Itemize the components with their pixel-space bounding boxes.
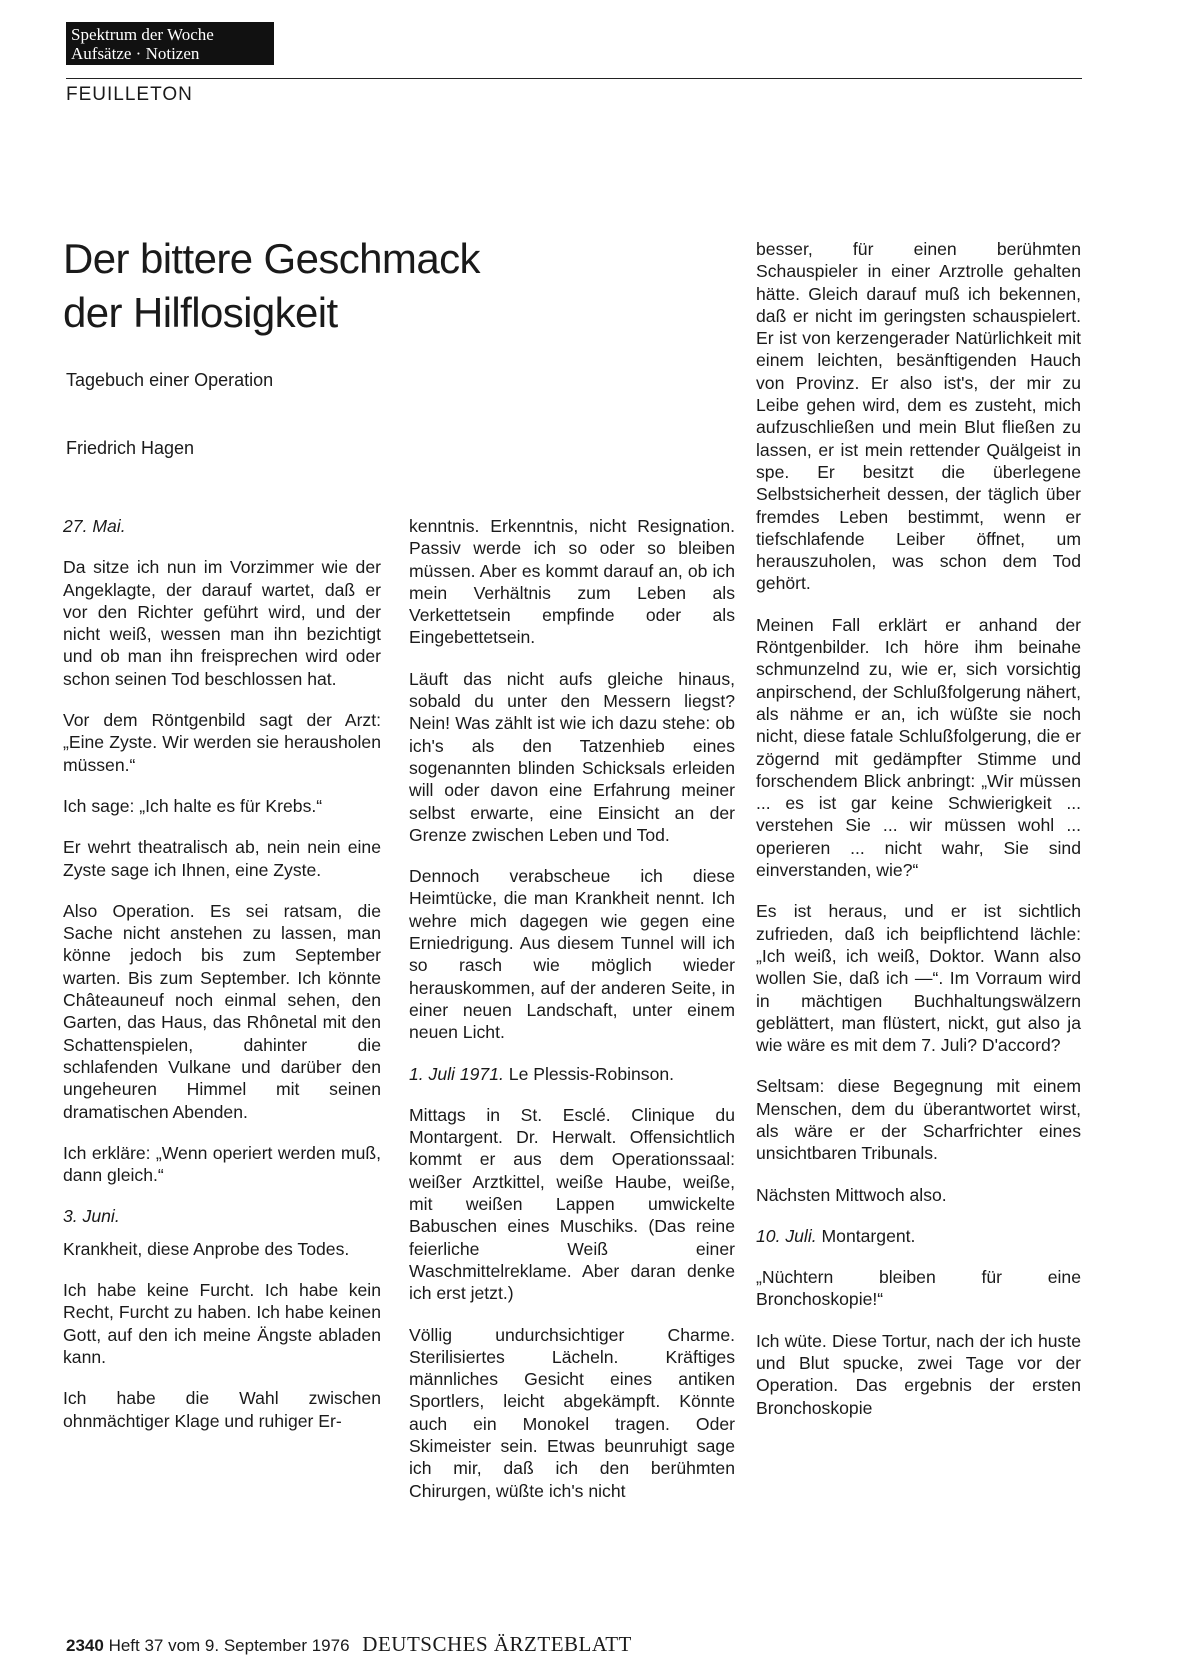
- paragraph: Dennoch verabscheue ich diese Heimtücke, die man Krankheit nennt. Ich wehre mich dagegen wie gegen eine Erniedrigung. Aus diesem Tunnel will ich so rasch wie möglich wieder herauskommen, auf der anderen Seite, in einer neuen Landschaft, unter einem neuen Licht.: [409, 866, 735, 1043]
- diary-date: [63, 515, 381, 537]
- page-footer: [66, 1632, 632, 1657]
- paragraph: Ich erkläre: „Wenn operiert werden muß, dann gleich.“: [63, 1142, 381, 1186]
- diary-date: [756, 1225, 1081, 1247]
- article-author: Friedrich Hagen: [66, 438, 195, 458]
- journal-name: DEUTSCHES ÄRZTEBLATT: [362, 1632, 632, 1656]
- paragraph: Nächsten Mittwoch also.: [756, 1184, 947, 1205]
- paragraph: Also Operation. Es sei ratsam, die Sache nicht anstehen zu lassen, man könne jedoch bis zum September warten. Bis zum September. Ich könnte Châteauneuf noch einmal sehen, den Garten, das Haus, das Rhônetal mit den Schattenspielen, dahinter die schlafenden Vulkane und darüber den ungeheuren Himmel mit seinen dramatischen Abenden.: [63, 900, 381, 1122]
- paragraph: Mittags in St. Esclé. Clinique du Montargent. Dr. Herwalt. Offensichtlich kommt er aus dem Operationssaal: weißer Arztkittel, weiße Haube, weiße, mit weißen Lappen umwickelte Babuschen eines Muschiks. (Das reine feierliche Weiß einer Waschmittelreklame. Aber daran denke ich erst jetzt.): [409, 1104, 735, 1304]
- paragraph: Meinen Fall erklärt er anhand der Röntgenbilder. Ich höre ihm beinahe schmunzelnd zu, wie er, sich vorsichtig anpirschend, der Schlußfolgerung nähert, als nähme er an, ich wüßte sie noch nicht, diese fatale Schlußfolgerung, die er zögernd mit gedämpfter Stimme und forschendem Blick anbringt: „Wir müssen ... es ist gar keine Schwierigkeit ... verstehen Sie ... wir müssen wohl ... operieren ... nicht wahr, Sie sind einverstanden, wie?“: [756, 614, 1081, 881]
- diary-date: [409, 1063, 735, 1085]
- paragraph: Vor dem Röntgenbild sagt der Arzt: „Eine Zyste. Wir werden sie herausholen müssen.“: [63, 710, 381, 775]
- paragraph: Seltsam: diese Begegnung mit einem Menschen, dem du überantwortet wirst, als wäre er der Scharfrichter eines unsichtbaren Tribunals.: [756, 1076, 1081, 1164]
- paragraph: Ich habe die Wahl zwischen ohnmächtiger Klage und ruhiger Er-: [63, 1388, 381, 1431]
- paragraph: Krankheit, diese Anprobe des Todes.: [63, 1238, 350, 1259]
- diary-date-text: 27. Mai.: [63, 516, 126, 536]
- paragraph: Völlig undurchsichtiger Charme. Sterilisiertes Lächeln. Kräftiges männliches Gesicht eines antiken Sportlers, leicht abgekämpft. Könnte auch ein Monokel tragen. Oder Skimeister sein. Etwas beunruhigt sage ich mir, daß ich den berühmten Chirurgen, wüßte ich's nicht: [409, 1324, 735, 1501]
- header-rule: [66, 78, 1082, 79]
- paragraph: Da sitze ich nun im Vorzimmer wie der Angeklagte, der darauf wartet, daß er vor den Richter geführt wird, und der nicht weiß, wessen man ihn bezichtigt und ob man ihn freisprechen wird oder schon seinen Tod beschlossen hat.: [63, 557, 381, 689]
- section-badge: [66, 22, 274, 65]
- text-column-3: [756, 238, 1081, 1438]
- title-line-1: Der bittere Geschmack: [63, 235, 480, 282]
- text-column-2: [409, 515, 735, 1521]
- paragraph: „Nüchtern bleiben für eine Bronchoskopie!“: [756, 1267, 1081, 1310]
- article-title: [63, 232, 583, 340]
- paragraph: besser, für einen berühmten Schauspieler in einer Arztrolle gehalten hätte. Gleich darauf muß ich bekennen, daß er nicht im geringsten schauspielert. Er ist von kerzengerader Natürlichkeit mit einem leichten, besänftigenden Hauch von Provinz. Er also ist's, der mir zu Leibe gehen wird, dem es zusteht, mich aufzuschließen und mein Blut fließen zu lassen, er ist mein rettender Quälgeist in spe. Er besitzt die überlegene Selbstsicherheit dessen, der täglich über fremdes Leben bestimmt, wenn er tiefschlafende Leiber öffnet, um herauszuholen, was schon dem Tod gehört.: [756, 239, 1081, 594]
- title-line-2: der Hilflosigkeit: [63, 289, 338, 336]
- article-subtitle: Tagebuch einer Operation: [66, 370, 274, 390]
- diary-place: Le Plessis-Robinson.: [503, 1063, 675, 1084]
- page-number: 2340: [66, 1636, 104, 1655]
- diary-date-text: 10. Juli.: [756, 1225, 817, 1246]
- issue-info: Heft 37 vom 9. September 1976: [108, 1636, 350, 1655]
- paragraph: kenntnis. Erkenntnis, nicht Resignation. Passiv werde ich so oder so bleiben müssen. Aber es kommt darauf an, ob ich mein Verhältnis zum Leben als Verkettetsein empfinde oder als Eingebettetsein.: [409, 516, 735, 648]
- section-label: FEUILLETON: [66, 84, 193, 105]
- badge-line-2: Aufsätze · Notizen: [71, 44, 200, 63]
- diary-place: Montargent.: [816, 1225, 916, 1246]
- paragraph: Es ist heraus, und er ist sichtlich zufrieden, daß ich beipflichtend lächle: „Ich weiß, ich weiß, Doktor. Wann also wollen Sie, daß ich —“. Im Vorraum wird in mächtigen Buchhaltungswälzern geblättert, man flüstert, nickt, gut also ja wie wäre es mit dem 7. Juli? D'accord?: [756, 901, 1081, 1056]
- badge-line-1: Spektrum der Woche: [71, 25, 214, 44]
- text-column-1: [63, 515, 381, 1451]
- diary-date-text: 3. Juni.: [63, 1206, 120, 1227]
- paragraph: Ich wüte. Diese Tortur, nach der ich huste und Blut spucke, zwei Tage vor der Operation. Das ergebnis der ersten Bronchoskopie: [756, 1330, 1081, 1418]
- paragraph: Er wehrt theatralisch ab, nein nein eine Zyste sage ich Ihnen, eine Zyste.: [63, 837, 381, 880]
- paragraph: Ich sage: „Ich halte es für Krebs.“: [63, 795, 323, 816]
- diary-date: [63, 1205, 381, 1227]
- paragraph: Läuft das nicht aufs gleiche hinaus, sobald du unter den Messern liegst? Nein! Was zählt ist wie ich dazu stehe: ob ich's als den Tatzenhieb eines sogenannten blinden Schicksals erleiden will oder davon eine Erfahrung meiner selbst erwarte, eine Einsicht an der Grenze zwischen Leben und Tod.: [409, 668, 735, 845]
- paragraph: Ich habe keine Furcht. Ich habe kein Recht, Furcht zu haben. Ich habe keinen Gott, auf den ich meine Ängste abladen kann.: [63, 1280, 381, 1367]
- diary-date-text: 1. Juli 1971.: [409, 1063, 504, 1084]
